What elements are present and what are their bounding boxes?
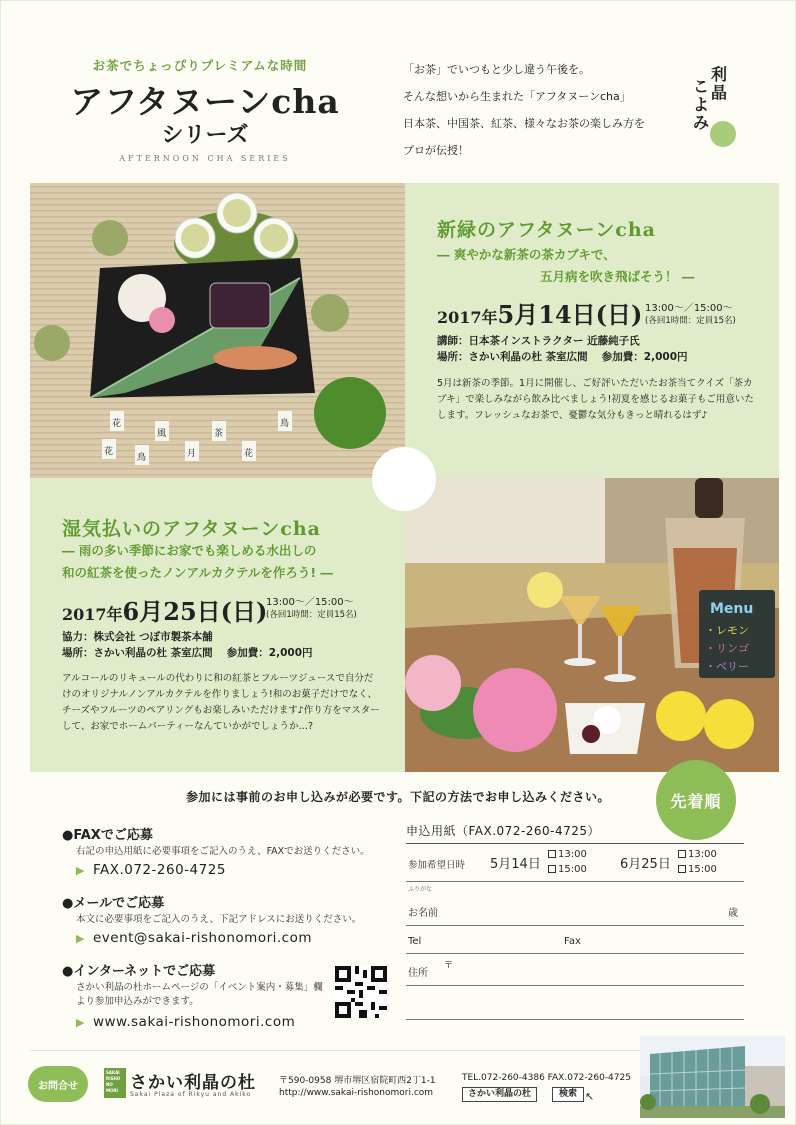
- event1-date: [437, 295, 642, 330]
- checkbox-icon[interactable]: [548, 850, 556, 858]
- tel-label: Tel: [408, 936, 422, 947]
- event1-title: 新緑のアフタヌーンcha: [437, 219, 656, 241]
- tile-text: 鳥: [137, 453, 147, 463]
- fax-label: Fax: [564, 936, 581, 947]
- intro-line: プロが伝授！: [403, 144, 469, 157]
- date-option-1: 5月14日: [490, 857, 541, 872]
- series-subtitle: シリーズ: [161, 122, 249, 148]
- search-box[interactable]: さかい利晶の杜: [462, 1087, 537, 1102]
- event2-time: [266, 596, 357, 622]
- menu-board-item: ・リンゴ: [705, 642, 749, 655]
- event1-subtitle: 五月病を吹き飛ばそう！ ―: [540, 269, 695, 284]
- footer-address: 〒590-0958 堺市堺区宿院町西2丁1-1: [279, 1076, 436, 1086]
- series-title-english: AFTERNOON CHA SERIES: [119, 154, 291, 163]
- checkbox-6-25-13[interactable]: [678, 849, 717, 860]
- photo-tea-set: [30, 183, 405, 478]
- event2-time-note: (各回1時間：定員15名): [266, 610, 357, 620]
- form-row-date: [406, 844, 744, 882]
- form-row-phone[interactable]: [406, 926, 744, 954]
- event1-panel: [405, 183, 779, 478]
- tile-text: 風: [157, 429, 167, 439]
- event2-title: 湿気払いのアフタヌーンcha: [62, 518, 321, 540]
- first-come-badge: 先着順: [656, 760, 736, 840]
- event2-year: 2017年: [62, 605, 123, 624]
- event1-subtitle: ― 爽やかな新茶の茶カブキで、: [437, 247, 616, 262]
- photo-building: [640, 1036, 785, 1118]
- web-heading: ●インターネットでご応募: [62, 964, 216, 979]
- event1-lecturer: 講師：日本茶インストラクター 近藤純子氏: [437, 335, 640, 347]
- event2-place: 場所：さかい利晶の杜 茶室広間 参加費：2,000円: [62, 647, 313, 659]
- menu-board-title: Menu: [710, 601, 754, 617]
- triangle-right-icon: ▶: [76, 1016, 85, 1029]
- date-option-2: 6月25日: [620, 857, 671, 872]
- intro-line: そんな想いから生まれた「アフタヌーンcha」: [403, 90, 631, 103]
- mail-address[interactable]: [76, 930, 392, 946]
- event1-time-slots: 13:00〜／15:00〜: [645, 303, 733, 314]
- event1-day: 5月14日: [497, 300, 596, 329]
- slot-label: 15:00: [558, 864, 587, 875]
- date-label: 参加希望日時: [408, 860, 466, 871]
- web-description: より参加申込みができます。: [76, 996, 199, 1007]
- event1-place: 場所：さかい利晶の杜 茶室広間 参加費：2,000円: [437, 351, 688, 363]
- postal-mark: 〒: [444, 961, 454, 971]
- event2-date: [62, 592, 267, 627]
- menu-board-item: ・ベリー: [705, 660, 749, 673]
- form-row-address-2[interactable]: [406, 986, 744, 1020]
- furigana-label: ふりがな: [408, 886, 433, 893]
- fax-description: 右記の申込用紙に必要事項をご記入のうえ、FAXでお送りください。: [76, 846, 370, 857]
- tile-text: 花: [112, 419, 122, 429]
- form-row-address[interactable]: [406, 954, 744, 986]
- triangle-right-icon: ▶: [76, 932, 85, 945]
- checkbox-icon[interactable]: [678, 850, 686, 858]
- event1-time: [645, 302, 736, 328]
- logo-name-english: Sakai Plaza of Rikyu and Akiko: [130, 1091, 252, 1098]
- event1-dow: (日): [595, 300, 643, 329]
- fax-heading: ●FAXでご応募: [62, 828, 153, 843]
- application-form: [406, 822, 744, 1020]
- mail-heading: ●メールでご応募: [62, 896, 165, 911]
- tile-text: 月: [187, 449, 197, 459]
- checkbox-icon[interactable]: [678, 865, 686, 873]
- series-title: アフタヌーンcha: [70, 82, 340, 121]
- application-notice: 参加には事前のお申し込みが必要です。下記の方法でお申し込みください。: [185, 790, 611, 804]
- event1-description: 5月は新茶の季節。1月に開催し、ご好評いただいたお茶当てクイズ「茶カブキ」で楽しみながら飲み比べましょう!初夏を感じるお菓子もご用意いたします。フレッシュなお茶で、憂鬱な気分もきっと晴れるはず♪: [437, 378, 754, 421]
- tile-text: 茶: [214, 429, 224, 439]
- tile-text: 花: [244, 449, 254, 459]
- tile-text: 花: [104, 447, 114, 457]
- fax-number: [76, 862, 392, 878]
- slot-label: 15:00: [688, 864, 717, 875]
- triangle-right-icon: ▶: [76, 864, 85, 877]
- event2-subtitle: 和の紅茶を使ったノンアルカクテルを作ろう! ―: [62, 565, 333, 580]
- footer-tel-fax: TEL.072-260-4386 FAX.072-260-4725: [462, 1073, 631, 1083]
- name-label: お名前: [408, 908, 438, 919]
- logo-mark: SAKAI RISHO NO MORI: [104, 1068, 126, 1098]
- intro-line: 日本茶、中国茶、紅茶、様々なお茶の楽しみ方を: [403, 117, 645, 130]
- form-heading: 申込用紙（FAX.072-260-4725）: [406, 822, 744, 844]
- photo-tea-cocktails: [405, 478, 779, 772]
- event2-cooperation: 協力：株式会社 つぼ市製茶本舗: [62, 631, 213, 643]
- checkbox-5-14-13[interactable]: [548, 849, 587, 860]
- event2-subtitle: ― 雨の多い季節にお家でも楽しめる水出しの: [62, 543, 317, 558]
- event1-time-note: (各回1時間：定員15名): [645, 316, 736, 326]
- mail-address-value[interactable]: event@sakai-rishonomori.com: [92, 930, 313, 946]
- age-label: 歳: [728, 908, 738, 919]
- koyomi-text: こよみ: [692, 77, 709, 132]
- web-description: さかい利晶の杜ホームページの「イベント案内・募集」欄: [76, 982, 323, 993]
- mail-description: 本文に必要事項をご記入のうえ、下記アドレスにお送りください。: [76, 914, 362, 925]
- checkbox-6-25-15[interactable]: [678, 864, 717, 875]
- tagline: お茶でちょっぴりプレミアムな時間: [92, 58, 308, 73]
- koyomi-text: 利晶: [710, 65, 727, 102]
- contact-badge: お問合せ: [28, 1066, 88, 1102]
- event2-time-slots: 13:00〜／15:00〜: [266, 597, 354, 608]
- event2-description: アルコールのリキュールの代わりに和の紅茶とフルーツジュースで自分だけのオリジナルノンアルカクテルを作りましょう!和のお菓子だけでなく、チーズやフルーツのペアリングもお楽しみいただけます♪作り方をマスターして、お家でホームパーティーなんていかがでしょうか…?: [62, 673, 380, 732]
- risho-koyomi-logo: [688, 66, 730, 146]
- form-row-name[interactable]: [406, 882, 744, 926]
- intro-line: 「お茶」でいつもと少し違う午後を。: [403, 63, 590, 76]
- footer-url[interactable]: http://www.sakai-rishonomori.com: [279, 1088, 434, 1098]
- event2-panel: [30, 478, 405, 772]
- fax-number-value: FAX.072-260-4725: [92, 862, 226, 878]
- slot-label: 13:00: [558, 849, 587, 860]
- event1-year: 2017年: [437, 308, 498, 327]
- menu-board-item: ・レモン: [705, 624, 749, 637]
- address-label: 住所: [408, 968, 428, 979]
- event2-dow: (日): [220, 597, 268, 626]
- qr-code-icon: [335, 966, 387, 1018]
- tile-text: 鳥: [280, 419, 290, 429]
- green-dot-icon: [710, 121, 736, 147]
- cursor-icon: ↖: [585, 1090, 595, 1103]
- decorative-circle: [372, 447, 436, 511]
- intro-text: [403, 56, 683, 164]
- web-address-value[interactable]: www.sakai-rishonomori.com: [92, 1014, 296, 1030]
- checkbox-5-14-15[interactable]: [548, 864, 587, 875]
- logo-name: さかい利晶の杜: [130, 1073, 256, 1093]
- checkbox-icon[interactable]: [548, 865, 556, 873]
- search-button[interactable]: 検索: [552, 1087, 584, 1102]
- event2-day: 6月25日: [122, 597, 221, 626]
- slot-label: 13:00: [688, 849, 717, 860]
